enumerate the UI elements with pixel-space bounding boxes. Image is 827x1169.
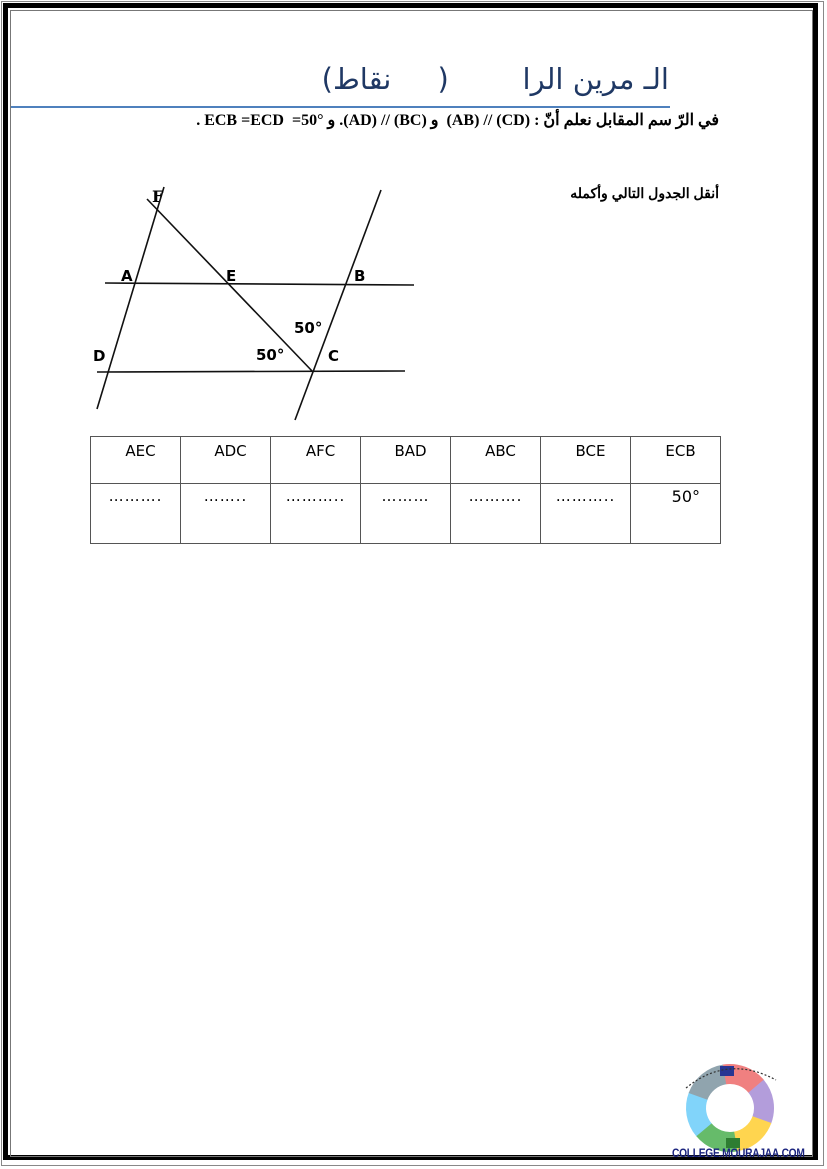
value-cell-adc: ……..	[181, 484, 271, 544]
line-ab	[105, 283, 414, 285]
value-cell-afc: ………..	[271, 484, 361, 544]
label-e: E	[226, 267, 237, 285]
table-values-row	[91, 484, 721, 544]
line-bc	[295, 190, 381, 420]
label-f: F	[152, 187, 164, 206]
label-c: C	[328, 347, 340, 365]
value-cell-bce: ………..	[541, 484, 631, 544]
site-logo	[668, 1040, 818, 1162]
graduation-cap-icon	[720, 1066, 734, 1076]
label-a: A	[121, 267, 133, 285]
problem-statement: في الرّ سم المقابل نعلم أنّ : (CD) // (AB) و (BC) // (AD). و °50= ECB =ECD .	[196, 112, 719, 129]
line-ad	[97, 187, 164, 409]
value-cell-bad: ………	[361, 484, 451, 544]
instruction-text: أنقل الجدول التالي وأكمله	[570, 185, 719, 201]
exercise-title: الـ مرين الرا ( نقاط)	[321, 62, 669, 96]
header-cell-ecb: ECB	[631, 437, 721, 484]
line-fc	[147, 199, 313, 372]
logo-url-text: COLLEGE.MOURAJAA.COM	[672, 1146, 805, 1160]
label-angle-ecd: 50°	[256, 346, 285, 364]
header-cell-bad: BAD	[361, 437, 451, 484]
header-cell-abc: ABC	[451, 437, 541, 484]
header-cell-afc: AFC	[271, 437, 361, 484]
table-header-row	[91, 437, 721, 484]
label-d: D	[93, 347, 106, 365]
label-angle-ecb: 50°	[294, 319, 323, 337]
header-cell-adc: ADC	[181, 437, 271, 484]
header-cell-bce: BCE	[541, 437, 631, 484]
value-cell-ecb: 50°	[631, 484, 721, 544]
geometry-figure	[0, 0, 827, 430]
value-cell-aec: ……….	[91, 484, 181, 544]
value-cell-abc: ……….	[451, 484, 541, 544]
angles-table	[90, 436, 721, 544]
label-b: B	[354, 267, 366, 285]
line-dc	[97, 371, 405, 372]
header-cell-aec: AEC	[91, 437, 181, 484]
